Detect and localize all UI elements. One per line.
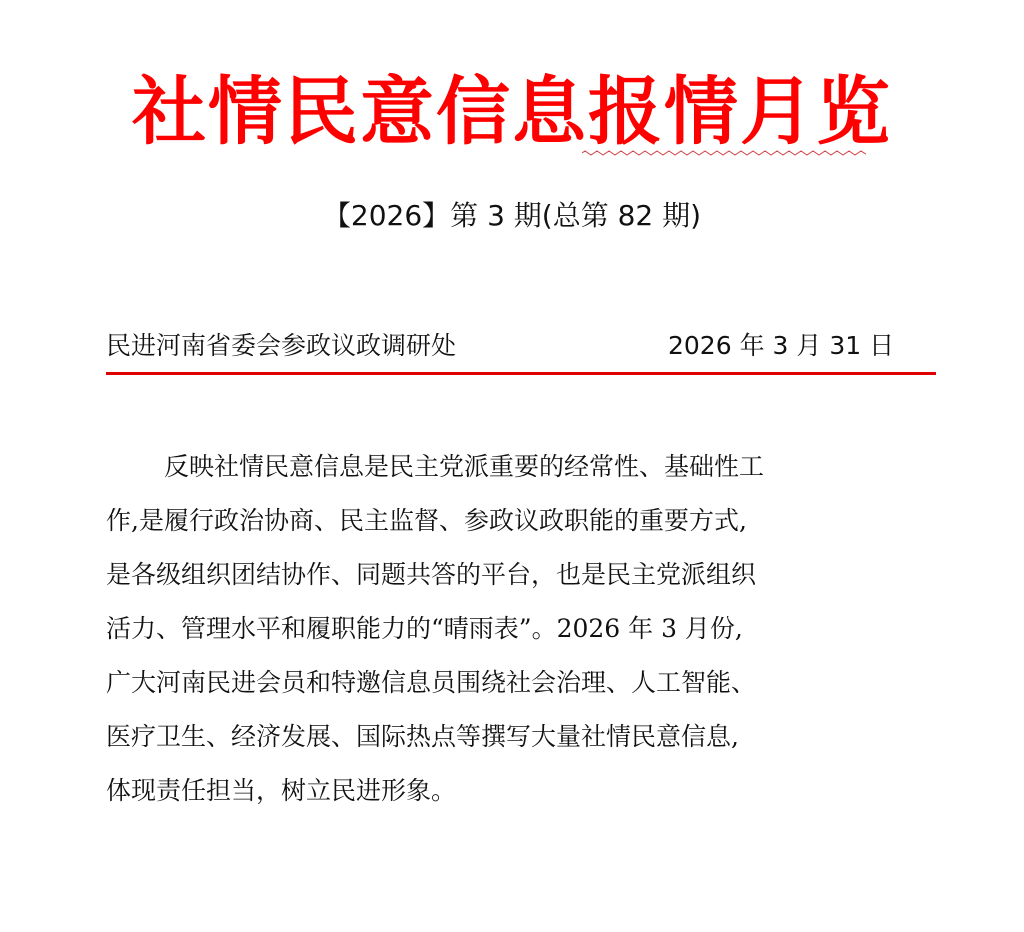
body-line: 广大河南民进会员和特邀信息员围绕社会治理、人工智能、: [106, 668, 757, 697]
issue-number: 【2026】第 3 期(总第 82 期): [322, 199, 702, 232]
body-line: 是各级组织团结协作、同题共答的平台，也是民主党派组织: [106, 560, 757, 589]
spellcheck-squiggle: [582, 150, 866, 156]
body-line: 体现责任担当，树立民进形象。: [106, 776, 457, 805]
body-line: 反映社情民意信息是民主党派重要的经常性、基础性工: [164, 452, 765, 481]
header-divider: [106, 372, 936, 375]
issuer-name: 民进河南省委会参政议政调研处: [106, 331, 457, 360]
body-line: 活力、管理水平和履职能力的“晴雨表”。2026 年 3 月份,: [106, 614, 743, 643]
publish-date: 2026 年 3 月 31 日: [668, 331, 895, 360]
masthead-title: 社情民意信息报情月览: [132, 69, 892, 155]
body-paragraph: [106, 440, 921, 818]
body-line: 医疗卫生、经济发展、国际热点等撰写大量社情民意信息,: [106, 722, 739, 751]
body-line: 作,是履行政治协商、民主监督、参政议政职能的重要方式,: [106, 506, 747, 535]
